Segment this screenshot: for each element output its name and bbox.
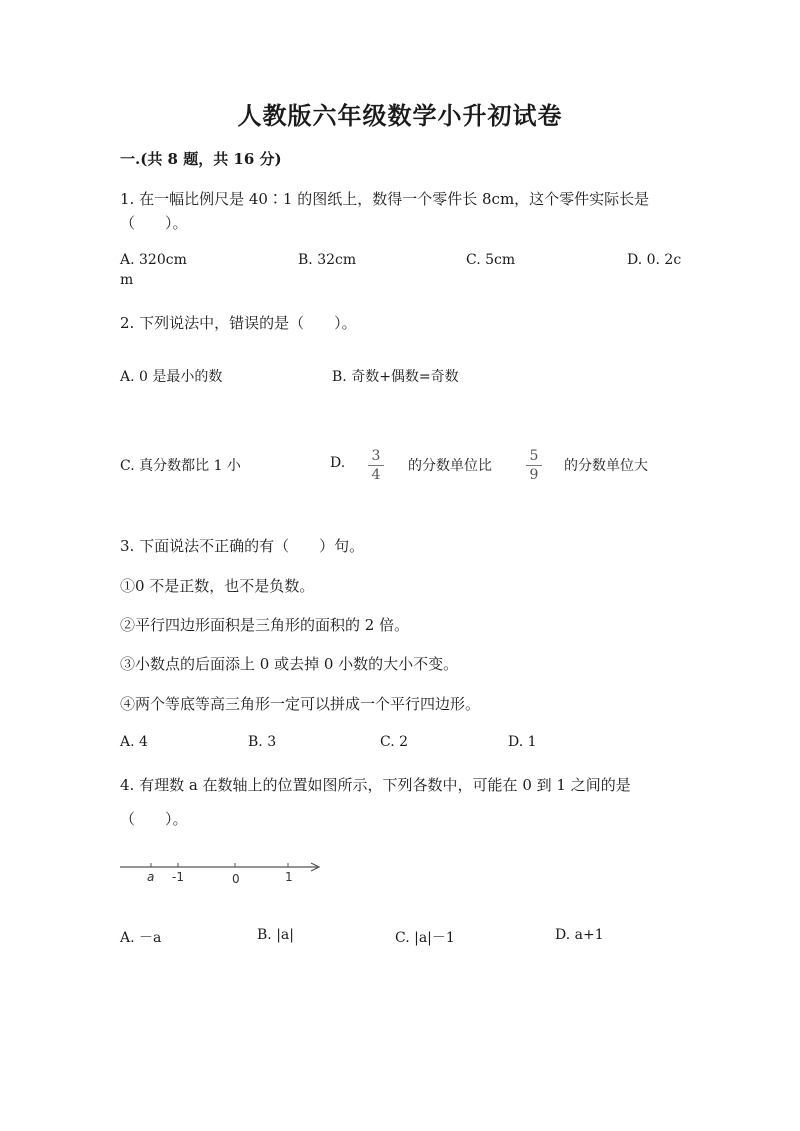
fraction-bar xyxy=(368,465,384,466)
question-2-option-d-prefix: D. xyxy=(330,455,346,471)
question-4-option-b: B. |a| xyxy=(257,927,294,943)
question-1-option-d: D. 0. 2c xyxy=(627,252,682,268)
question-3-option-c: C. 2 xyxy=(380,734,409,750)
number-line-label-0: 0 xyxy=(232,872,240,886)
question-4-option-d: D. a+1 xyxy=(555,927,604,943)
question-3-option-a: A. 4 xyxy=(120,734,148,750)
page-title: 人教版六年级数学小升初试卷 xyxy=(237,101,563,130)
question-3-statement-4: ④两个等底等高三角形一定可以拼成一个平行四边形。 xyxy=(120,695,481,713)
fraction-bar xyxy=(526,465,542,466)
fraction-denominator: 9 xyxy=(529,467,539,483)
question-3-option-d: D. 1 xyxy=(508,734,537,750)
question-1-option-d-wrap: m xyxy=(120,272,134,288)
question-3-statement-3: ③小数点的后面添上 0 或去掉 0 小数的大小不变。 xyxy=(120,655,459,673)
question-3-statement-1: ①0 不是正数，也不是负数。 xyxy=(120,577,315,595)
question-1-stem-line1: 1. 在一幅比例尺是 40∶1 的图纸上，数得一个零件长 8cm，这个零件实际长是 xyxy=(120,190,650,208)
question-3-stem: 3. 下面说法不正确的有（ ）句。 xyxy=(120,537,365,555)
fraction-denominator: 4 xyxy=(371,467,381,483)
question-3-option-b: B. 3 xyxy=(248,734,277,750)
question-2-option-d-middle: 的分数单位比 xyxy=(408,458,492,474)
question-1-option-c: C. 5cm xyxy=(466,252,516,268)
question-1-option-a: A. 320cm xyxy=(120,252,187,268)
question-4-stem-line2: （ ）。 xyxy=(120,810,188,828)
fraction-five-ninths xyxy=(524,448,544,483)
question-2-stem: 2. 下列说法中，错误的是（ ）。 xyxy=(120,314,357,332)
question-2-option-b: B. 奇数+偶数=奇数 xyxy=(332,369,459,385)
question-2-option-c: C. 真分数都比 1 小 xyxy=(120,458,241,474)
number-line-label-1: 1 xyxy=(285,870,293,884)
question-1-option-b: B. 32cm xyxy=(298,252,357,268)
fraction-three-quarters xyxy=(366,448,386,483)
section-heading: 一.(共 8 题，共 16 分) xyxy=(120,150,282,168)
fraction-numerator: 3 xyxy=(371,448,381,464)
question-4-option-c: C. |a|－1 xyxy=(395,930,455,946)
question-2-option-a: A. 0 是最小的数 xyxy=(120,369,223,385)
question-3-statement-2: ②平行四边形面积是三角形的面积的 2 倍。 xyxy=(120,616,410,634)
number-line-label-a: a xyxy=(147,870,155,884)
question-4-option-a: A. －a xyxy=(120,930,162,946)
question-2-option-d-suffix: 的分数单位大 xyxy=(564,458,648,474)
question-4-stem-line1: 4. 有理数 a 在数轴上的位置如图所示，下列各数中，可能在 0 到 1 之间的是 xyxy=(120,776,631,794)
number-line-label-minus-1: -1 xyxy=(172,870,184,884)
question-1-stem-line2: （ ）。 xyxy=(120,214,188,232)
fraction-numerator: 5 xyxy=(529,448,539,464)
